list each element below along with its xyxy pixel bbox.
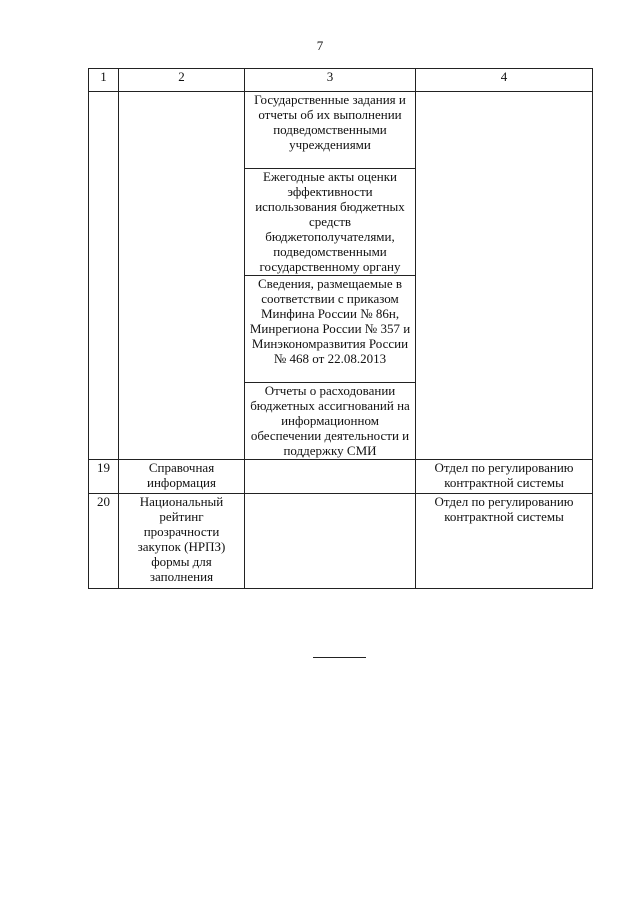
row-name-cell: Справочная информация: [119, 460, 245, 494]
row-number-cell: 19: [89, 460, 119, 494]
row-department-cell: Отдел по регулированию контрактной системы: [416, 460, 593, 494]
table-header-row: [89, 69, 593, 92]
table-row: [89, 92, 593, 169]
column-header-1: 1: [89, 69, 119, 92]
table-row: [89, 494, 593, 589]
row-number-cell: 20: [89, 494, 119, 589]
row-name-cell: [119, 92, 245, 460]
continued-item-cell: Сведения, размещаемые в соответствии с приказом Минфина России № 86н, Минрегиона России № 357 и Минэкономразвития России № 468 от 22.08.2013: [245, 276, 416, 383]
continued-item-cell: Ежегодные акты оценки эффективности использования бюджетных средств бюджетополучателями, подведомственными государственному органу: [245, 169, 416, 276]
row-content-cell: [245, 460, 416, 494]
row-name-cell: Национальный рейтинг прозрачности закупок (НРПЗ) формы для заполнения: [119, 494, 245, 589]
column-header-3: 3: [245, 69, 416, 92]
column-header-4: 4: [416, 69, 593, 92]
page-number: 7: [316, 38, 324, 53]
column-header-2: 2: [119, 69, 245, 92]
row-content-cell: [245, 494, 416, 589]
document-table: [88, 68, 593, 589]
continued-item-cell: Государственные задания и отчеты об их выполнении подведомственными учреждениями: [245, 92, 416, 169]
continued-item-cell: Отчеты о расходовании бюджетных ассигнований на информационном обеспечении деятельности и поддержку СМИ: [245, 383, 416, 460]
table-row: [89, 460, 593, 494]
row-number-cell: [89, 92, 119, 460]
row-department-cell: Отдел по регулированию контрактной системы: [416, 494, 593, 589]
end-separator-line: [313, 657, 366, 658]
row-department-cell: [416, 92, 593, 460]
